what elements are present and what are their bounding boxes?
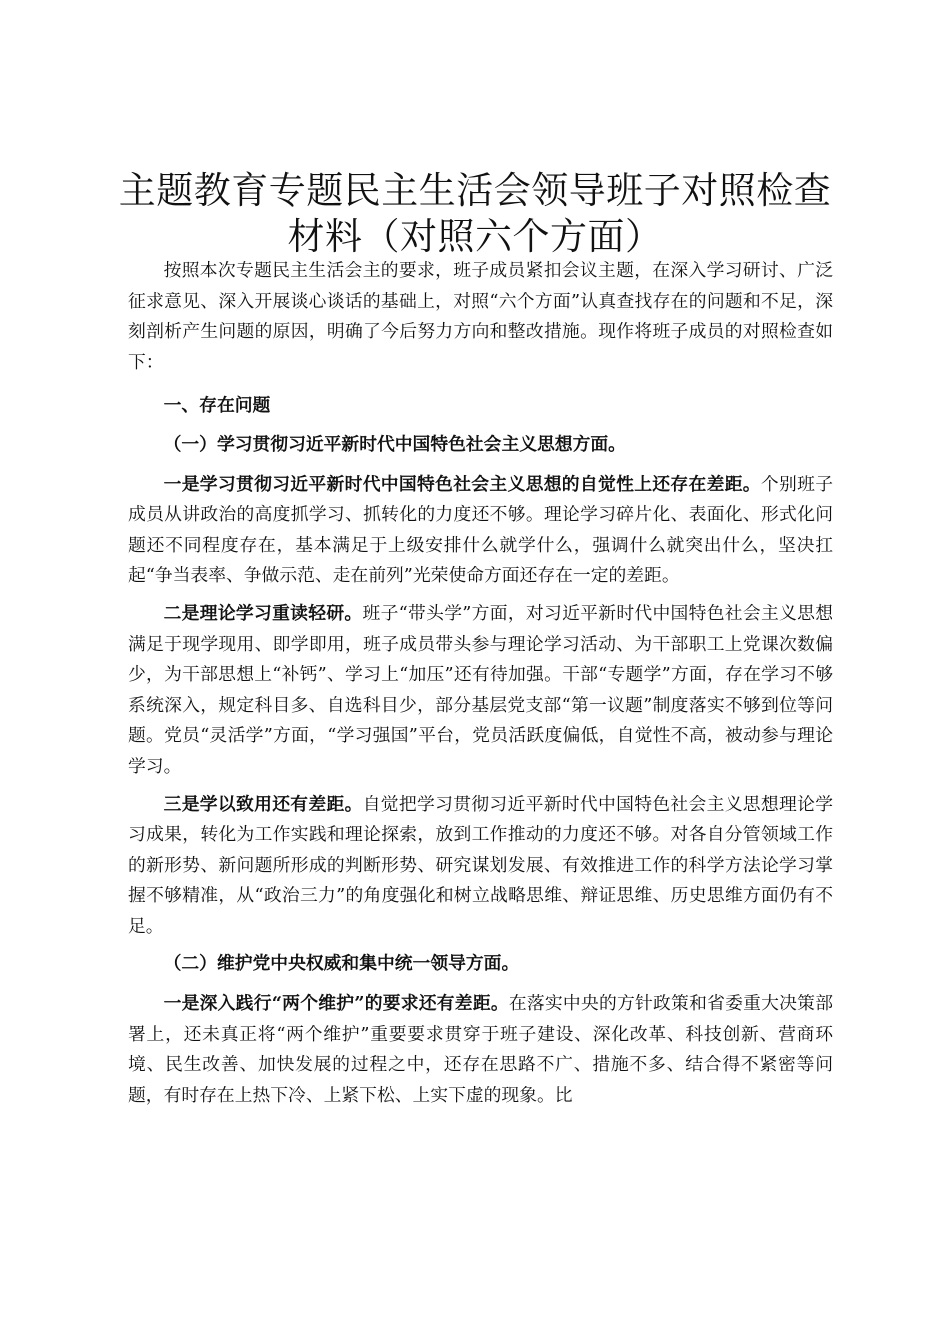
- subsection-heading-authority: （二）维护党中央权威和集中统一领导方面。: [163, 953, 520, 975]
- study-paragraph-3: [128, 790, 833, 943]
- document-body: [128, 256, 833, 1118]
- paragraph-lead: 一是学习贯彻习近平新时代中国特色社会主义思想的自觉性上还存在差距。: [163, 473, 761, 495]
- paragraph-text: 自觉把学习贯彻习近平新时代中国特色社会主义思想理论学习成果，转化为工作实践和理论探索，放到工作推动的力度还不够。对各自分管领域工作的新形势、新问题所形成的判断形势、研究谋划发展、有效推进工作的科学方法论学习掌握不够精准，从“政治三力”的角度强化和树立战略思维、辩证思维、历史思维方面仍有不足。: [128, 793, 833, 937]
- study-paragraph-2: [128, 599, 833, 783]
- document-title: 主题教育专题民主生活会领导班子对照检查材料（对照六个方面）: [118, 169, 832, 258]
- paragraph-text: 班子“带头学”方面，对习近平新时代中国特色社会主义思想满足于现学现用、即学即用，班子成员带头参与理论学习活动、为干部职工上党课次数偏少，为干部思想上“补钙”、学习上“加压”还有待加强。干部“专题学”方面，存在学习不够系统深入，规定科目多、自选科目少，部分基层党支部“第一议题”制度落实不够到位等问题。党员“灵活学”方面，“学习强国”平台，党员活跃度偏低，自觉性不高，被动参与理论学习。: [128, 602, 833, 777]
- intro-paragraph: 按照本次专题民主生活会主的要求，班子成员紧扣会议主题，在深入学习研讨、广泛征求意见、深入开展谈心谈话的基础上，对照“六个方面”认真查找存在的问题和不足，深刻剖析产生问题的原因，明确了今后努力方向和整改措施。现作将班子成员的对照检查如下：: [128, 260, 833, 373]
- paragraph-lead: 三是学以致用还有差距。: [163, 793, 363, 815]
- paragraph-lead: 一是深入践行“两个维护”的要求还有差距。: [163, 993, 509, 1015]
- paragraph-lead: 二是理论学习重读轻研。: [163, 602, 363, 624]
- authority-paragraph-1: [128, 989, 833, 1111]
- paragraph-text: 个别班子成员从讲政治的高度抓学习、抓转化的力度还不够。理论学习碎片化、表面化、形式化问题还不同程度存在，基本满足于上级安排什么就学什么，强调什么就突出什么，坚决扛起“争当表率、争做示范、走在前列”光荣使命方面还存在一定的差距。: [128, 473, 833, 587]
- study-paragraph-1: [128, 470, 833, 592]
- subsection-heading-study: （一）学习贯彻习近平新时代中国特色社会主义思想方面。: [163, 433, 626, 455]
- paragraph-text: 在落实中央的方针政策和省委重大决策部署上，还未真正将“两个维护”重要要求贯穿于班子建设、深化改革、科技创新、营商环境、民生改善、加快发展的过程之中，还存在思路不广、措施不多、结合得不紧密等问题，有时存在上热下冷、上紧下松、上实下虚的现象。比: [128, 993, 833, 1106]
- section-heading-problems: 一、存在问题: [163, 395, 271, 417]
